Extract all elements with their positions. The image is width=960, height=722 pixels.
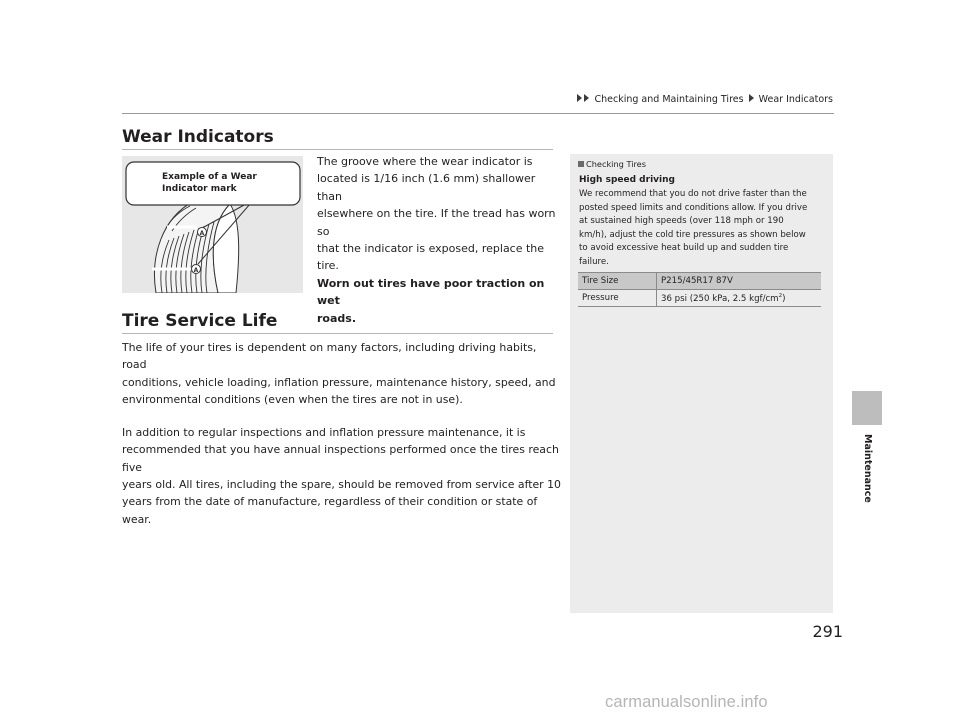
wear-indicator-figure — [122, 156, 303, 293]
table-row — [578, 273, 821, 290]
breadcrumb — [577, 94, 833, 105]
breadcrumb-arrow-icon — [584, 94, 589, 102]
svg-text:A: A — [199, 230, 205, 237]
breadcrumb-item: Checking and Maintaining Tires — [594, 94, 744, 105]
paragraph: In addition to regular inspections and inflation pressure maintenance, it is recommended that you have annual inspections performed once the tires reach five years old. All tires, including the spare, should be removed from service after 10 years from the date of manufacture, regardless of their condition or state of wear. — [122, 426, 561, 526]
breadcrumb-arrow-icon — [749, 94, 754, 102]
watermark: carmanualsonline.info — [605, 693, 768, 711]
breadcrumb-arrow-icon — [577, 94, 582, 102]
header-divider — [122, 113, 834, 114]
sidebar-paragraph: We recommend that you do not drive faster than the posted speed limits and conditions allow. If you drive at sustained high speeds (over 118 mph or 190 km/h), adjust the cold tire pressures as shown below to avoid excessive heat build up and sudden tire failure. — [579, 189, 808, 267]
section-title-wear-indicators: Wear Indicators — [122, 127, 274, 147]
table-cell-value: P215/45R17 87V — [657, 273, 822, 290]
sidebar-heading: Checking Tires — [578, 159, 646, 169]
section-divider — [122, 333, 553, 334]
tire-spec-table — [578, 272, 821, 307]
breadcrumb-item: Wear Indicators — [758, 94, 833, 105]
svg-text:A: A — [193, 267, 199, 274]
figure-label: Example of a Wear Indicator mark — [162, 172, 257, 194]
page-number: 291 — [812, 622, 843, 641]
section-divider — [122, 149, 553, 150]
table-cell-label: Tire Size — [578, 273, 657, 290]
sidebar-note — [570, 154, 833, 613]
table-cell-value: 36 psi (250 kPa, 2.5 kgf/$cm^2$) — [657, 290, 822, 307]
sidebar-subheading: High speed driving — [579, 175, 675, 185]
table-row — [578, 290, 821, 307]
tire-service-life-text — [122, 339, 562, 528]
table-cell-label: Pressure — [578, 290, 657, 307]
paragraph: The life of your tires is dependent on many factors, including driving habits, road conditions, vehicle loading, inflation pressure, maintenance history, speed, and environmental conditions (even when the tires are not in use). — [122, 341, 556, 406]
note-marker-icon — [578, 161, 584, 167]
section-tab-label: Maintenance — [862, 434, 873, 503]
section-tab-marker — [852, 391, 882, 425]
wear-indicators-text: The groove where the wear indicator is located is 1/16 inch (1.6 mm) shallower than elsewhere on the tire. If the tread has worn so that the indicator is exposed, replace the tire. Worn out tires have poor traction on wet roads. — [317, 155, 556, 325]
section-title-tire-service-life: Tire Service Life — [122, 311, 278, 331]
